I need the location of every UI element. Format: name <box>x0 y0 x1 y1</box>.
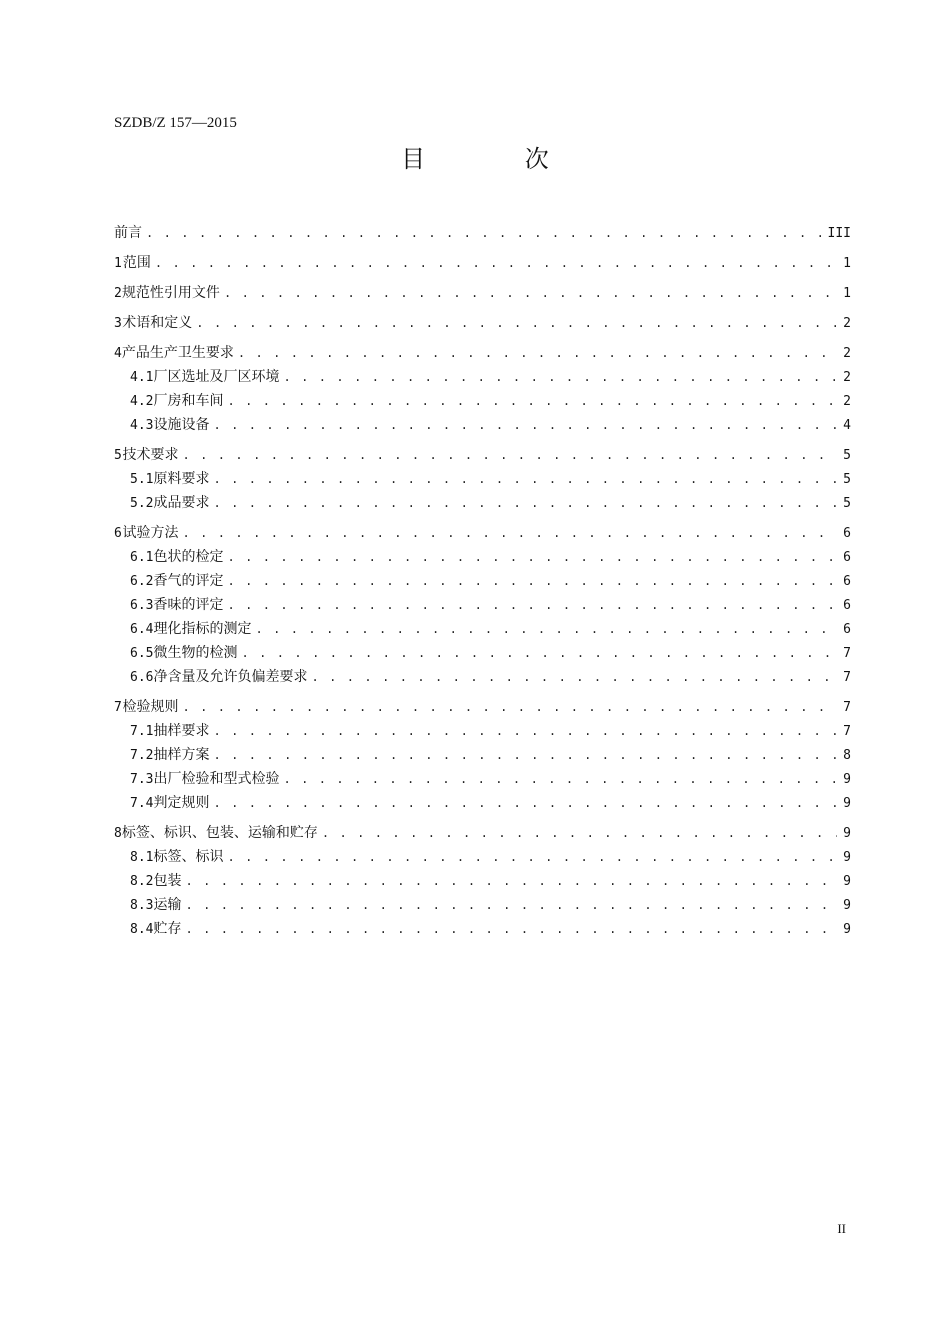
toc-entry-page: 2 <box>843 394 851 409</box>
toc-dot-leader <box>227 845 837 869</box>
toc-entry-number: 6.5 <box>130 646 154 661</box>
toc-dot-leader <box>185 869 837 893</box>
toc-dot-leader <box>227 569 837 593</box>
toc-section-entry[interactable] <box>114 743 851 767</box>
toc-chapter-entry[interactable] <box>114 821 851 845</box>
toc-dot-leader <box>213 743 837 767</box>
toc-section-entry[interactable] <box>114 917 851 941</box>
toc-section-entry[interactable] <box>114 569 851 593</box>
document-code: SZDB/Z 157—2015 <box>114 115 237 131</box>
toc-entry-page: 9 <box>843 922 851 937</box>
toc-entry-number: 8 <box>114 826 122 841</box>
toc-entry-page: 9 <box>843 850 851 865</box>
toc-entry-title: 厂区选址及厂区环境 <box>153 369 280 385</box>
toc-entry-number: 1 <box>114 256 122 271</box>
toc-dot-leader <box>227 389 837 413</box>
table-of-contents <box>114 221 851 941</box>
toc-entry-title: 运输 <box>153 897 182 913</box>
toc-entry-title: 理化指标的测定 <box>153 621 252 637</box>
toc-entry-page: 1 <box>843 256 851 271</box>
toc-dot-leader <box>224 281 837 305</box>
toc-entry-title: 范围 <box>122 255 151 271</box>
toc-entry-title: 原料要求 <box>153 471 210 487</box>
toc-entry-number: 8.1 <box>130 850 154 865</box>
toc-entry-title: 标签、标识 <box>153 849 224 865</box>
toc-entry-number: 7.2 <box>130 748 154 763</box>
toc-dot-leader <box>182 521 837 545</box>
toc-dot-leader <box>213 719 837 743</box>
toc-chapter-entry[interactable] <box>114 695 851 719</box>
toc-chapter-entry[interactable] <box>114 443 851 467</box>
toc-entry-title: 香味的评定 <box>153 597 224 613</box>
toc-entry-title: 标签、标识、包装、运输和贮存 <box>121 825 318 841</box>
toc-entry-number: 5.1 <box>130 472 154 487</box>
toc-chapter-entry[interactable] <box>114 341 851 365</box>
toc-entry-page: 7 <box>843 646 851 661</box>
toc-entry-page: 9 <box>843 772 851 787</box>
toc-entry-number: 7.3 <box>130 772 154 787</box>
toc-entry-number: 8.2 <box>130 874 154 889</box>
toc-entry-number: 2 <box>114 286 122 301</box>
toc-entry-page: 9 <box>843 898 851 913</box>
toc-section-entry[interactable] <box>114 467 851 491</box>
toc-entry-title: 成品要求 <box>153 495 210 511</box>
toc-entry-number: 3 <box>114 316 122 331</box>
toc-section-entry[interactable] <box>114 593 851 617</box>
toc-dot-leader <box>238 341 837 365</box>
toc-entry-page: 2 <box>843 316 851 331</box>
toc-entry-title: 抽样要求 <box>153 723 210 739</box>
toc-entry-title: 产品生产卫生要求 <box>121 345 234 361</box>
toc-section-entry[interactable] <box>114 893 851 917</box>
toc-dot-leader <box>182 443 837 467</box>
toc-section-entry[interactable] <box>114 845 851 869</box>
toc-entry-page: 7 <box>843 670 851 685</box>
toc-chapter-entry[interactable] <box>114 521 851 545</box>
toc-entry-page: 7 <box>843 700 851 715</box>
toc-entry-number: 6.3 <box>130 598 154 613</box>
toc-dot-leader <box>213 491 837 515</box>
toc-entry-title: 试验方法 <box>122 525 179 541</box>
toc-entry-page: 6 <box>843 574 851 589</box>
toc-entry-number: 7 <box>114 700 122 715</box>
toc-entry-title: 前言 <box>114 225 142 241</box>
toc-section-entry[interactable] <box>114 665 851 689</box>
toc-entry-page: 2 <box>843 370 851 385</box>
toc-entry-number: 5.2 <box>130 496 154 511</box>
toc-section-entry[interactable] <box>114 491 851 515</box>
page-number: II <box>837 1221 846 1236</box>
toc-entry-number: 6 <box>114 526 122 541</box>
toc-dot-leader <box>146 221 822 245</box>
toc-dot-leader <box>185 917 837 941</box>
toc-chapter-entry[interactable] <box>114 311 851 335</box>
toc-entry-page: 6 <box>843 598 851 613</box>
toc-dot-leader <box>227 545 837 569</box>
toc-entry-number: 8.4 <box>130 922 154 937</box>
toc-entry-title: 包装 <box>153 873 182 889</box>
toc-entry-page: 6 <box>843 550 851 565</box>
toc-dot-leader <box>213 413 837 437</box>
toc-entry-page: 5 <box>843 472 851 487</box>
toc-entry-title: 设施设备 <box>153 417 210 433</box>
toc-section-entry[interactable] <box>114 545 851 569</box>
toc-entry-page: 8 <box>843 748 851 763</box>
toc-entry-number: 7.1 <box>130 724 154 739</box>
toc-entry-title: 判定规则 <box>153 795 210 811</box>
toc-chapter-entry[interactable] <box>114 251 851 275</box>
toc-dot-leader <box>311 665 837 689</box>
toc-entry-title: 检验规则 <box>122 699 179 715</box>
toc-entry-page: 2 <box>843 346 851 361</box>
toc-entry-number: 4.3 <box>130 418 154 433</box>
toc-entry-page: 9 <box>843 796 851 811</box>
toc-entry-page: 4 <box>843 418 851 433</box>
toc-entry-page: 9 <box>843 874 851 889</box>
toc-section-entry[interactable] <box>114 869 851 893</box>
toc-section-entry[interactable] <box>114 413 851 437</box>
toc-entry-page: 9 <box>843 826 851 841</box>
toc-entry-number: 4.1 <box>130 370 154 385</box>
toc-entry-title: 色状的检定 <box>153 549 224 565</box>
toc-entry-number: 8.3 <box>130 898 154 913</box>
toc-section-entry[interactable] <box>114 617 851 641</box>
toc-entry-page: 5 <box>843 496 851 511</box>
toc-entry-title: 规范性引用文件 <box>121 285 220 301</box>
toc-dot-leader <box>227 593 837 617</box>
toc-dot-leader <box>182 695 837 719</box>
toc-entry-title: 技术要求 <box>122 447 179 463</box>
toc-section-entry[interactable] <box>114 389 851 413</box>
toc-entry-page: 6 <box>843 526 851 541</box>
page-title: 目 次 <box>401 145 595 173</box>
toc-entry-page: III <box>827 226 851 241</box>
toc-entry-title: 抽样方案 <box>153 747 210 763</box>
toc-entry-number: 6.1 <box>130 550 154 565</box>
toc-entry-number: 6.6 <box>130 670 154 685</box>
toc-dot-leader <box>255 617 837 641</box>
toc-dot-leader <box>322 821 837 845</box>
toc-dot-leader <box>241 641 837 665</box>
toc-dot-leader <box>185 893 837 917</box>
toc-entry-page: 6 <box>843 622 851 637</box>
toc-entry-number: 5 <box>114 448 122 463</box>
toc-dot-leader <box>283 767 837 791</box>
toc-entry-title: 净含量及允许负偏差要求 <box>153 669 308 685</box>
toc-entry-title: 厂房和车间 <box>153 393 224 409</box>
toc-chapter-entry[interactable] <box>114 221 851 245</box>
toc-dot-leader <box>283 365 837 389</box>
toc-entry-number: 6.4 <box>130 622 154 637</box>
toc-section-entry[interactable] <box>114 767 851 791</box>
toc-entry-number: 4 <box>114 346 122 361</box>
toc-entry-number: 7.4 <box>130 796 154 811</box>
toc-entry-title: 出厂检验和型式检验 <box>153 771 280 787</box>
toc-entry-title: 贮存 <box>153 921 182 937</box>
toc-section-entry[interactable] <box>114 719 851 743</box>
toc-entry-page: 7 <box>843 724 851 739</box>
toc-entry-title: 香气的评定 <box>153 573 224 589</box>
toc-dot-leader <box>155 251 837 275</box>
toc-entry-number: 6.2 <box>130 574 154 589</box>
toc-entry-title: 术语和定义 <box>122 315 193 331</box>
toc-dot-leader <box>213 467 837 491</box>
toc-section-entry[interactable] <box>114 365 851 389</box>
toc-section-entry[interactable] <box>114 791 851 815</box>
toc-section-entry[interactable] <box>114 641 851 665</box>
toc-entry-page: 1 <box>843 286 851 301</box>
toc-entry-number: 4.2 <box>130 394 154 409</box>
toc-entry-page: 5 <box>843 448 851 463</box>
toc-dot-leader <box>213 791 837 815</box>
toc-entry-title: 微生物的检测 <box>153 645 238 661</box>
toc-chapter-entry[interactable] <box>114 281 851 305</box>
toc-dot-leader <box>196 311 837 335</box>
